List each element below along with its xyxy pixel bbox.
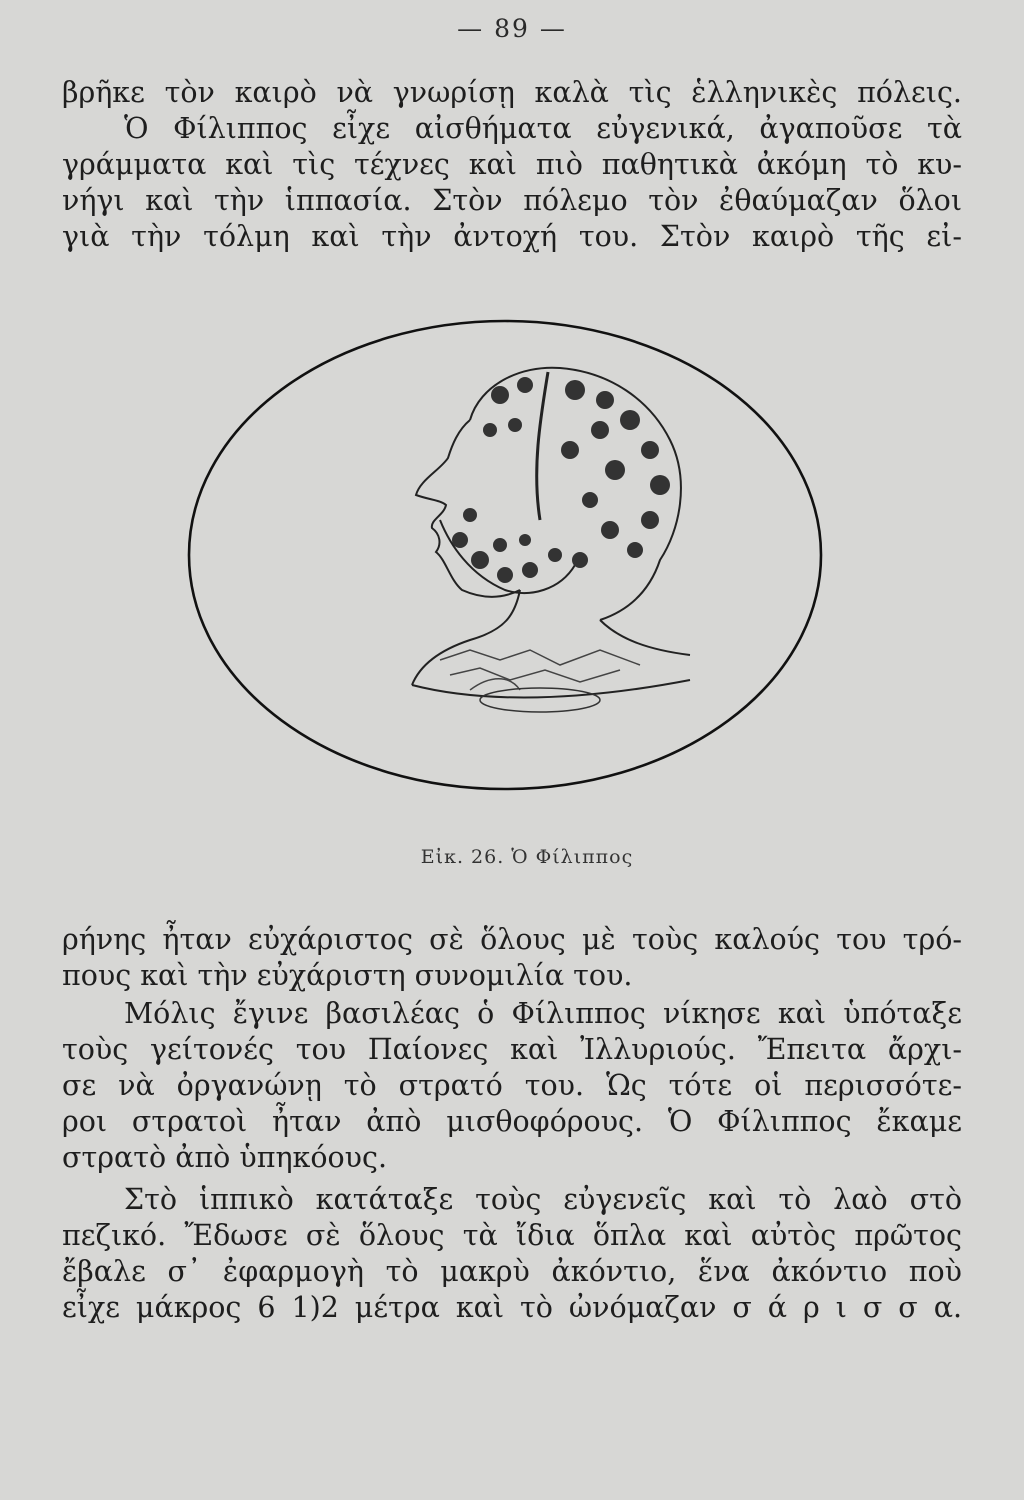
paragraph-2: [62, 996, 962, 1176]
figure-caption: Εἰκ. 26. Ὁ Φίλιππος: [420, 846, 634, 868]
paragraph-continued: [62, 922, 962, 994]
text-line: ρήνης ἦταν εὐχάριστος σὲ ὅλους μὲ τοὺς καλούς του τρό-: [62, 923, 962, 956]
text-line: Στὸ ἱππικὸ κατάταξε τοὺς εὐγενεῖς καὶ τὸ λαὸ στὸ: [124, 1183, 962, 1216]
text-line: ροι στρατοὶ ἦταν ἀπὸ μισθοφόρους. Ὁ Φίλιππος ἔκαμε: [62, 1105, 962, 1138]
drapery-folds: [440, 650, 640, 690]
text-line: ἔβαλε σ᾿ ἐφαρμογὴ τὸ μακρὺ ἀκόντιο, ἕνα ἀκόντιο ποὺ: [62, 1255, 962, 1288]
text-line: γιὰ τὴν τόλμη καὶ τὴν ἀντοχή του. Στὸν καιρὸ τῆς εἰ-: [62, 220, 962, 253]
text-line: βρῆκε τὸν καιρὸ νὰ γνωρίσῃ καλὰ τὶς ἑλληνικὲς πόλεις.: [62, 76, 962, 109]
hair-curls: [452, 377, 670, 583]
portrait-bust-icon: [412, 368, 690, 698]
text-line: Μόλις ἔγινε βασιλέας ὁ Φίλιππος νίκησε καὶ ὑπόταξε: [124, 997, 962, 1030]
page-number: — 89 —: [457, 14, 567, 43]
text-line: εἶχε μάκρος 6 1)2 μέτρα καὶ τὸ ὠνόμαζαν σ ά ρ ι σ σ α.: [62, 1291, 962, 1324]
text-line: στρατὸ ἀπὸ ὑπηκόους.: [62, 1141, 388, 1174]
text-line: πεζικό. Ἔδωσε σὲ ὅλους τὰ ἴδια ὅπλα καὶ αὐτὸς πρῶτος: [62, 1219, 962, 1252]
text-line: τοὺς γείτονές του Παίονες καὶ Ἰλλυριούς. Ἔπειτα ἄρχι-: [62, 1033, 962, 1066]
text-line: σε νὰ ὀργανώνῃ τὸ στρατό του. Ὡς τότε οἱ περισσότε-: [62, 1069, 962, 1102]
paragraph-3: [62, 1182, 962, 1326]
text-line: πους καὶ τὴν εὐχάριστη συνομιλία του.: [62, 959, 633, 992]
text-line: νήγι καὶ τὴν ἱππασία. Στὸν πόλεμο τὸν ἐθαύμαζαν ὅλοι: [62, 184, 962, 217]
text-line: γράμματα καὶ τὶς τέχνες καὶ πιὸ παθητικὰ ἀκόμη τὸ κυ-: [62, 148, 962, 181]
text-line: Ὁ Φίλιππος εἶχε αἰσθήματα εὐγενικά, ἀγαποῦσε τὰ: [124, 112, 962, 145]
bust-base: [480, 688, 600, 712]
